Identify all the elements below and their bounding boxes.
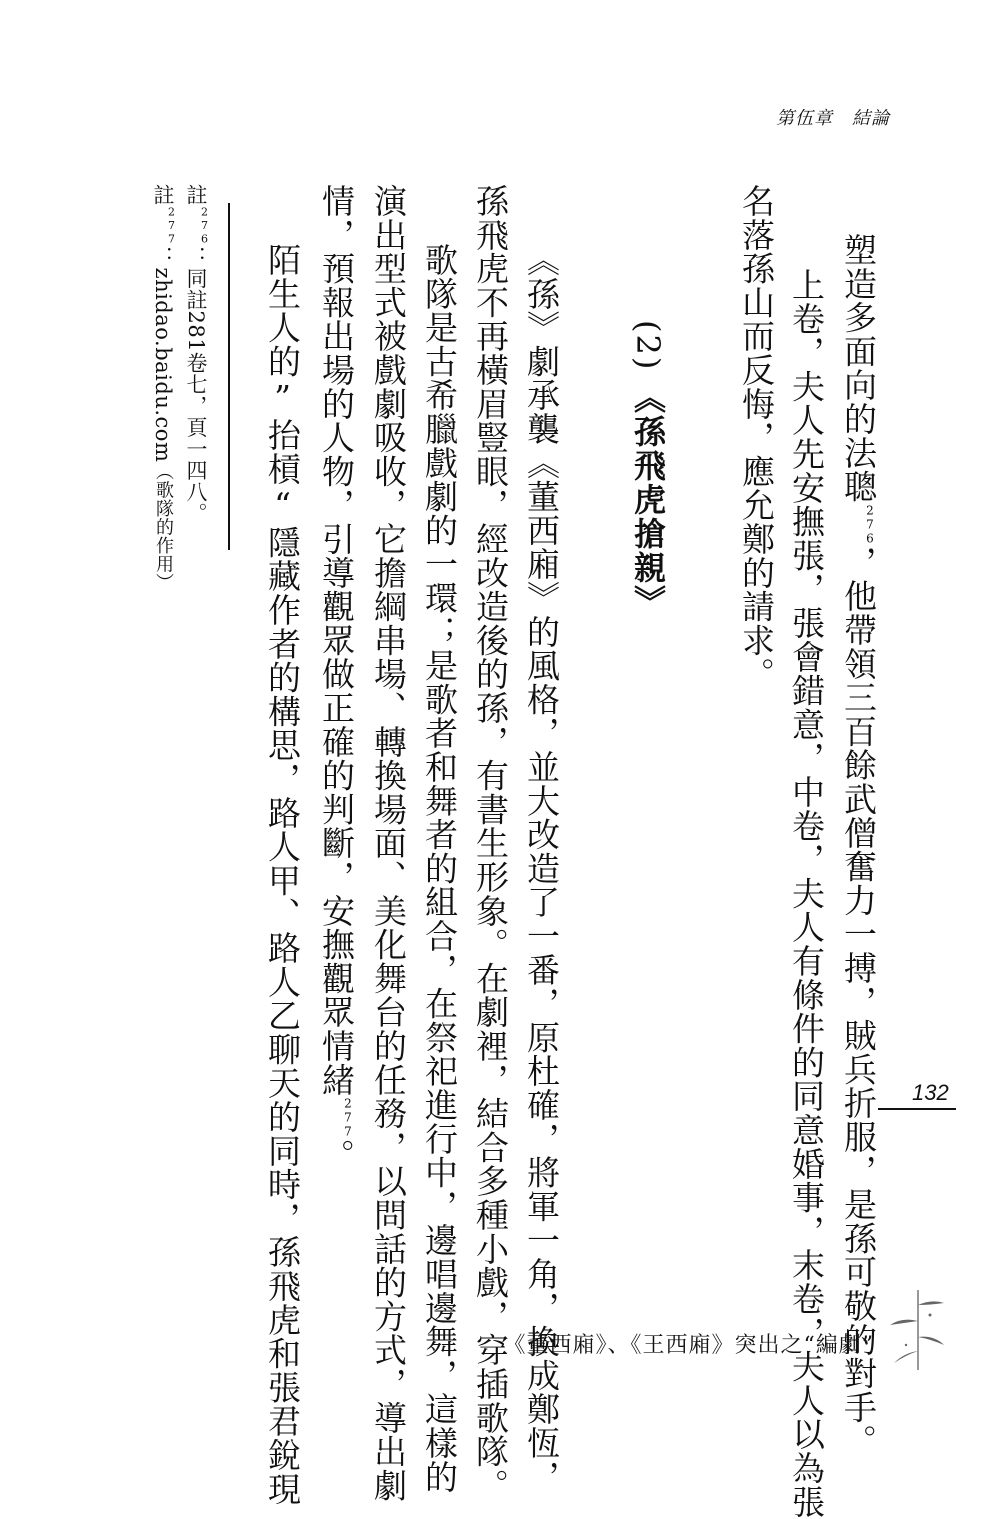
text-column-7: 演出型式被戲劇吸收，它擔綱串場、轉換場面、美化舞台的任務，以問話的方式，導出劇 bbox=[369, 184, 408, 1503]
footnote-ref-277: 277 bbox=[341, 1096, 355, 1139]
text-column-5: 孫飛虎不再橫眉豎眼，經改造後的孫，有書生形象。在劇裡，結合多種小戲，穿插歌隊。 bbox=[471, 184, 510, 1503]
footnote-sep: ： bbox=[184, 246, 208, 268]
footnote-text: 同註 bbox=[184, 267, 208, 311]
bamboo-icon bbox=[878, 1285, 958, 1379]
text-column-3: 名落孫山而反悔，應允鄭的請求。 bbox=[737, 184, 776, 691]
page-number-rule bbox=[878, 1108, 956, 1110]
running-footer: 《董西廂》、《王西廂》突出之“編劇” bbox=[503, 1333, 874, 1358]
section-heading bbox=[629, 320, 667, 620]
text-span: 塑造多面向的法聰 bbox=[839, 233, 878, 504]
footnote-number: 276 bbox=[198, 205, 211, 246]
page-number: 132 bbox=[912, 1080, 949, 1105]
footnote-ref-276: 276 bbox=[863, 503, 877, 546]
footnote-number: 277 bbox=[165, 205, 178, 246]
footnote-separator bbox=[228, 203, 230, 550]
footnote-277 bbox=[152, 184, 177, 592]
section-number: (2) bbox=[629, 320, 667, 372]
running-header: 第伍章 結論 bbox=[776, 108, 890, 128]
footnote-label: 註 bbox=[184, 184, 208, 206]
text-span: 情，預報出場的人物，引導觀眾做正確的判斷，安撫觀眾情緒 bbox=[317, 184, 356, 1097]
text-column-6: 歌隊是古希臘戲劇的一環；是歌者和舞者的組合，在祭祀進行中，邊唱邊舞，這樣的 bbox=[420, 243, 459, 1494]
section-title: 《孫飛虎搶親》 bbox=[629, 381, 667, 620]
text-column-4: 《孫》劇承襲《董西廂》的風格，並大改造了一番，原杜確，將軍一角，換成鄭恆， bbox=[522, 243, 561, 1494]
footnote-276 bbox=[185, 184, 210, 524]
footnote-url: zhidao.baidu.com bbox=[151, 267, 175, 463]
text-column-9: 陌生人的”抬槓“隱藏作者的構思，路人甲、路人乙聊天的同時，孫飛虎和張君銳現 bbox=[263, 243, 302, 1506]
text-span: 。 bbox=[317, 1138, 356, 1173]
footnote-text: 卷七，頁一四八。 bbox=[184, 352, 208, 525]
text-column-8 bbox=[317, 184, 356, 1173]
text-column-2: 上卷，夫人先安撫張，張會錯意，中卷，夫人有條件的同意婚事，末卷，夫人以為張 bbox=[787, 268, 826, 1519]
text-span: ，他帶領三百餘武僧奮力一搏，賊兵折服，是孫可敬的對手。 bbox=[839, 545, 878, 1459]
text-column-1 bbox=[839, 233, 878, 1459]
footnote-label: 註 bbox=[151, 184, 175, 206]
footnote-text: （歌隊的作用） bbox=[153, 462, 174, 592]
footnote-text: 281 bbox=[184, 310, 208, 353]
footnote-sep: ： bbox=[151, 246, 175, 268]
